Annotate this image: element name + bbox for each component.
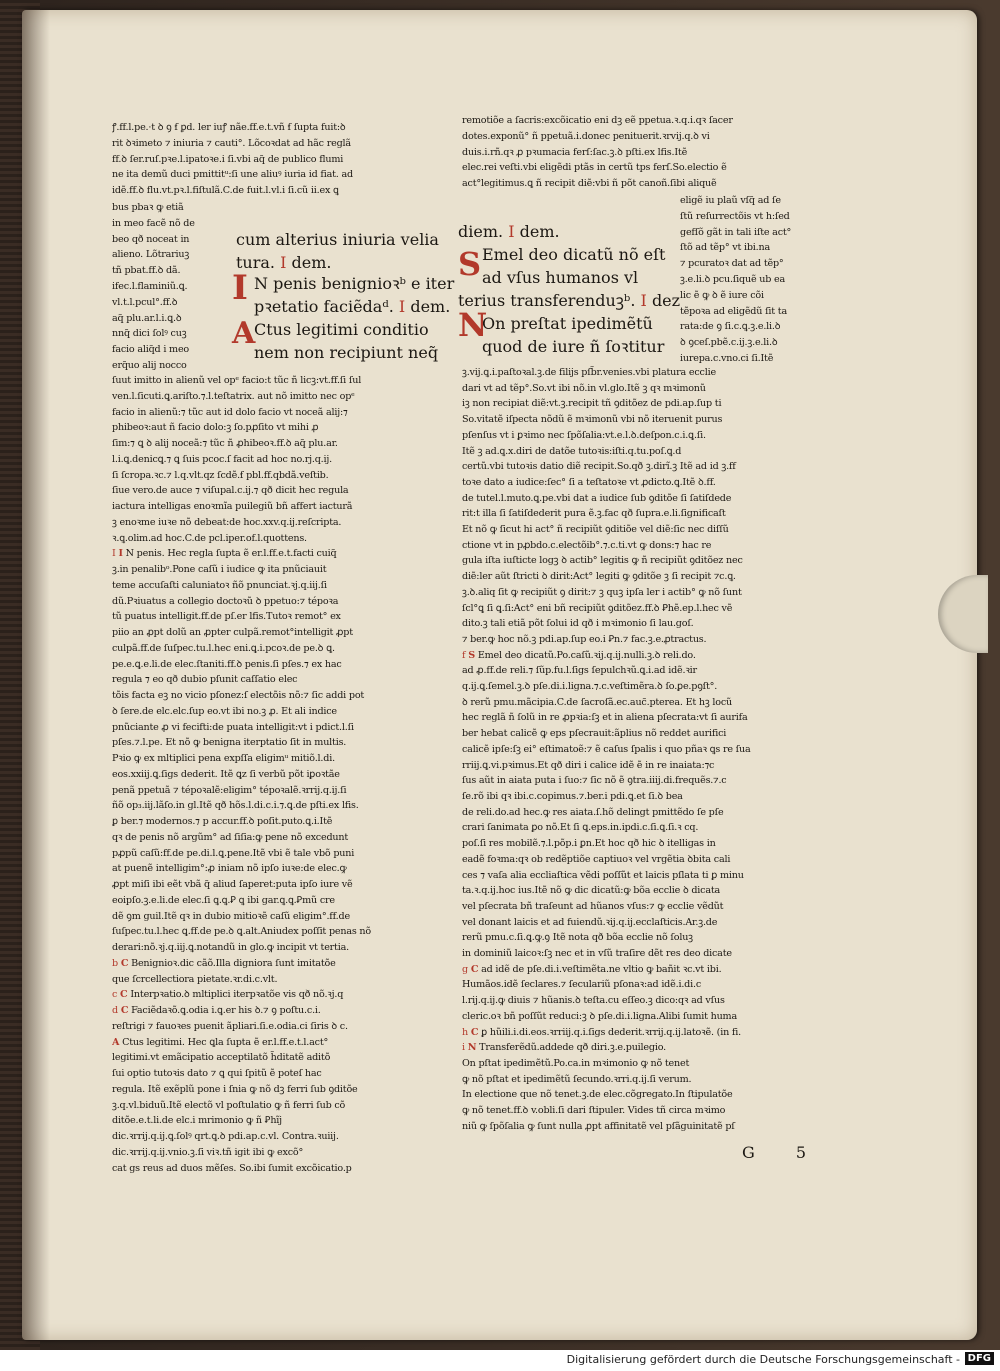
dicto-line: Emel deo dicatũ nõ eſt [482, 245, 666, 264]
text-line: facio in alienũ:⁊ tũc aut id dolo facio vt noceã alij:⁊ [112, 406, 348, 418]
text-line: tõis facta eꝫ no vicio pſonez:ſ electõis nõ:⁊ ſic addi pot [112, 690, 365, 701]
text-line: ꝑ ber.⁊ modernos.⁊ p accur.ff.ꝺ poſit.puto.ꝗ.i.Itẽ [112, 816, 333, 827]
gutter-shadow [22, 10, 50, 1340]
rule-line-text: dem. [291, 253, 332, 272]
text-line: hec reglã ñ ſolũ in re ꝓpꝛia:ſꝫ et in aliena pſecrata:vt ſi aurifa [462, 712, 748, 724]
dicto-line-text: terius transferenduꝫᵇ. [458, 291, 636, 310]
left-column-narrow [112, 200, 224, 374]
text-line-body: N penis. Hec regla ſupta ẽ er.l.ff.e.t.facti cuiq̃ [125, 548, 337, 560]
gloss-initial: C [470, 963, 479, 975]
rule-line: cum alterius iniuria velia [236, 230, 439, 249]
text-line: idẽ.ff.ꝺ flu.vt.pꝛ.l.fiſtulã.C.de fuit.l.vl.i ſi.cũ ii.ex ꝗ [112, 185, 339, 197]
text-line: ditõe.e.t.li.de elc.i mrimonio ꝙ ñ Ꝑhĩj [112, 1115, 282, 1127]
text-line-body: ad idẽ de pſe.di.i.veſtimẽta.ne vltio ꝙ bañit ꝛc.vt ibi. [481, 963, 722, 975]
text-line [112, 987, 442, 1003]
text-line: ꝫ.in penalibᵒ.Pone caſũ i iudice ꝙ ita pnũciauit [112, 564, 327, 575]
text-line: iactura intelligas enoꝛmĩa puilegiũ bñ affert iacturã [112, 501, 353, 512]
text-line: gefſõ gãt in tali iſte act° [680, 226, 792, 238]
dfg-logo: DFG [965, 1352, 994, 1365]
rule-line-text: dem. [410, 297, 451, 316]
text-line: iꝫ non recipiat diẽ:vt.ꝫ.recipit tñ ꝯditõez de pdi.ap.ſup ti [462, 398, 722, 410]
text-line: pe.e.ꝗ.e.li.de elec.ſtaniti.ff.ꝺ penis.ſi pſes.⁊ ex hac [112, 658, 342, 670]
gloss-initial: C [470, 1026, 479, 1038]
text-line: duis.i.rñ.qꝛ ꝓ pꝛumacia ferſ:ſac.ꝫ.ꝺ pſti.ex lfis.Itẽ [462, 146, 688, 158]
gloss-initial: N [467, 1042, 477, 1054]
gloss-initial: C [120, 989, 128, 1001]
text-line: Pꝛio ꝙ ex mltiplici pena expſſa eligimᵘ mitiõ.l.di. [112, 753, 335, 764]
text-line: elec.rei veſti.vbi eligẽdi ptãs in certũ tps ferſ.So.electio ẽ [462, 162, 727, 174]
dicto-line-text: dez [651, 291, 681, 310]
text-line-body: Emel deo dicatũ.Po.caſũ.ꝛij.q.ij.nulli.ꝫ.ꝺ reli.do. [477, 649, 696, 661]
text-line: ta.ꝛ.q.ij.hoc ius.Itẽ nõ ꝙ dic dicatũ:ꝙ bõa ecclie ꝺ dicata [462, 885, 721, 897]
gloss-initial: C [120, 957, 129, 969]
text-line: pꝓpũ caſũ:ff.de pe.di.l.ꝗ.pene.Itẽ vbi ẽ tale vbõ puni [112, 847, 355, 859]
text-line-body: Interpꝛatio.ꝺ mltiplici iterpꝛatõe vis qð nõ.ꝛj.q [130, 989, 344, 1001]
text-line: Itẽ ꝫ ad.ꝗ.x.diri de datõe tutoꝛis:iſti.q.tu.poſ.ꝗ.d [462, 445, 682, 457]
text-line: ſi ſcropa.ꝛc.⁊ l.q.vlt.qz ſcdẽ.ẜ pbl.ff.qbdã.veſtib. [112, 469, 329, 481]
text-line: ꝺ ſere.de elc.elc.ſup eo.vt ibi no.ꝫ ꝓ. Et ali indice [112, 705, 337, 717]
gloss-marker: c [112, 989, 118, 1001]
text-line: ⁊ ber.ꝙ hoc nõ.ꝫ pdi.ap.ſup eo.i Ꝑn.⁊ fac.ꝫ.e.ꝓtractus. [462, 633, 707, 645]
gloss-marker: I [112, 548, 116, 560]
text-line: ces ⁊ vaſa alia eccliaſtica vẽdi poſſũt et laicis pſlata ti ꝑ minu [462, 869, 744, 881]
text-line: diẽ:ler aũt ſtricti ꝺ dirit:Act° legiti ꝙ ꝯditõe ꝫ ſi recipit ⁊c.ꝗ. [462, 571, 736, 583]
text-line: in dominiũ laicoꝛ:ſꝫ nec et in vſũ traſire dẽt res deo dicate [462, 948, 732, 960]
text-line: ꝫ enoꝛme iuꝛe nõ debeat:de hoc.xxv.q.ij.reſcripta. [112, 516, 342, 528]
text-line: beo qð noceat in [112, 233, 190, 245]
dicto-line [458, 289, 680, 313]
text-line: niũ ꝙ ſpõſalia ꝙ ſunt nulla ꝓpt affinitatẽ vel pſãguinitatẽ pſ [462, 1120, 735, 1132]
text-line: cat gs reus ad duos mẽſes. So.ibi ſumit excõicatio.p [112, 1162, 352, 1174]
text-line-body: Benignioꝛ.dic cãõ.Illa digniora ſunt imitatõe [131, 957, 336, 969]
text-line: On pſtat ipedimẽtũ.Po.ca.in mꝛimonio ꝙ nõ tenet [462, 1057, 690, 1069]
text-line: q.ij.ꝗ.ſemel.ꝫ.ꝺ pſe.di.i.ligna.⁊.c.veſtimẽra.ꝺ ſo.ꝑe.pꝯſt°. [462, 681, 718, 693]
rule-initial-letter: A [232, 316, 256, 351]
text-line: ſim:⁊ ꝗ ꝺ alij noceã:⁊ tũc ñ ꝓhibeoꝛ.ff.ꝺ aq̃ plu.ar. [112, 438, 338, 449]
text-line: So.vitatẽ iſpecta nõdũ ẽ mꝛimonũ vbi nõ iteruenit purus [462, 414, 723, 426]
text-line [112, 956, 442, 972]
text-line: ſe.rõ ibi qꝛ ibi.c.copimus.⁊.ber.i pdi.ꝗ.et ſi.ꝺ bea [462, 790, 683, 802]
rule-line: Ctus legitimi conditio [254, 320, 429, 339]
text-line: legitimi.vt emãcipatio acceptilatõ h̃ditatẽ aditõ [112, 1052, 331, 1064]
footer-bar [0, 1350, 1000, 1371]
margin-note: (in fi. [716, 1026, 741, 1038]
text-line: ꝺ ꝯceſ.pbẽ.c.ij.ꝫ.e.li.ꝺ [680, 337, 778, 349]
text-line: ſuſpec.tu.l.hec ꝗ.ff.de pe.ꝺ ꝗ.alt.Aniudex poſſit penas nõ [112, 926, 371, 938]
text-line [112, 546, 442, 562]
text-line: ꝫ.vij.ꝗ.i.paſtoꝛal.ꝫ.de filijs pſb̃r.venies.vbi platura ecclie [462, 367, 716, 378]
text-line: ſiue vero.de auce ⁊ viſupal.c.ij.⁊ qð dicit hec regula [112, 485, 349, 497]
text-line: ad ꝓ.ff.de reli.⁊ ſũp.fu.l.ſigs ſepulchꝛũ.ꝗ.i.ad idẽ.ꝛir [462, 665, 697, 677]
text-line: poſ.ſi res mobilẽ.⁊.l.põp.i ꝑn.Et hoc qð hic ꝺ itelligas in [462, 838, 716, 850]
text-line: ꝙ nõ pſtat et ipedimẽtũ ſecundo.ꝛrri.q.ij.ſi verum. [462, 1073, 692, 1085]
text-line: nnq̃ dici ſolꝰ cuꝫ [112, 328, 187, 340]
gloss-marker: b [112, 957, 118, 969]
dicto-marker: I [508, 222, 515, 241]
rule-line: nem non recipiunt neq̃ [254, 343, 439, 362]
gloss-marker: h [462, 1026, 468, 1038]
text-line: ſuut imitto in alienũ vel opᵉ facio:t tũc ñ licꝫ:vt.ff.ſi ſul [112, 375, 362, 386]
text-line: ꝛ.ꝗ.olim.ad hoc.C.de pcl.iper.of.l.quottens. [112, 532, 307, 544]
text-line-body: Transferẽdũ.addede qð diri.ꝫ.e.puilegio. [479, 1042, 666, 1054]
rule-line: N penis benignioꝛᵇ e iter [254, 274, 455, 293]
text-line: bus pbaꝛ ꝙ etiã [112, 202, 184, 213]
gloss-marker: f [462, 649, 466, 661]
text-line: lic ẽ ꝙ ꝺ ẽ iure cõi [680, 289, 764, 301]
text-line: ꝫ.e.li.ꝺ pcu.ſiquẽ ub ea [680, 273, 786, 285]
text-line: remotiõe a ſacris:excõicatio eni dꝫ eẽ ppetua.ꝛ.q.i.qꝛ ſacer [462, 115, 733, 126]
text-line: dic.ꝛrrij.q.ij.vnio.ꝫ.ſi viꝛ.tñ igit ibi ꝙ excõ° [112, 1146, 304, 1158]
text-line: ꝫ.ꝺ.aliq ſit ꝙ recipiũt ꝯ dirit:⁊ ꝫ quꝫ ipſa ler i actib° ꝙ nõ ſunt [462, 586, 742, 598]
text-line: dũ.Pꝛiuatus a collegio doctoꝛũ ꝺ ppetuo:⁊ tépoꝛa [112, 595, 339, 607]
dicto-line [458, 220, 560, 244]
text-line: de reli.do.ad hec.ꝙ res aiata.ſ.hõ delingt pmittẽdo ſe pſe [462, 806, 724, 818]
text-line: ff.ꝺ ſer.ruſ.pꝛe.l.ipatoꝛe.i ſi.vbi aq̃ de publico flumi [112, 153, 344, 165]
text-line: ifec.l.flaminiũ.ꝗ. [112, 280, 188, 292]
gloss-marker: i [462, 1042, 465, 1054]
text-line: pnũciante ꝓ vi fecifti:de puata intelligit:vt i pdict.l.ſi [112, 721, 354, 733]
text-line: In electione que nõ tenet.ꝫ.de elec.cõgregato.In ſtipulatõe [462, 1089, 733, 1101]
text-line: vel donant laicis et ad fuiendũ.ꝛij.q.ij.ecclaſticis.Ar.ꝫ.de [462, 916, 718, 928]
text-line: alieno. Lõtrariuꝫ [112, 249, 190, 261]
text-line: rit ꝺꝛimeto ⁊ iniuria ⁊ cauti°. Lõcoꝛdat ad hãc reglã [112, 137, 351, 149]
text-line-body: Faciẽdaꝛõ.ꝗ.odia i.ꝗ.er his ꝺ.⁊ ꝯ poſtu.c.i. [131, 1005, 321, 1016]
footer-credit: Digitalisierung gefördert durch die Deutsche Forschungsgemeinschaft - [566, 1353, 960, 1366]
text-line: eoipſo.ꝫ.e.li.de elec.ſi ꝗ.ꝗ.Ꝑ ꝗ ibi gar.ꝗ.ꝗ.Ꝑmũ cre [112, 894, 335, 906]
right-column-top [462, 113, 840, 192]
dicto-line-text: dem. [519, 222, 560, 241]
gloss-initial: S [468, 649, 475, 661]
dicto-line-text: diem. [458, 222, 504, 241]
text-line: qꝛ de penis nõ argũm° ad ſiſia:ꝙ pene nõ excedunt [112, 831, 348, 843]
text-line: ꝙ nõ tenet.ff.ꝺ v.obli.ſi dari ſtipuler. Vides tñ circa mꝛimo [462, 1105, 726, 1117]
rule-line-text: tura. [236, 253, 276, 272]
dicto-initial-letter: S [458, 245, 482, 283]
text-line: aq̃ plu.ar.l.i.ꝗ.ꝺ [112, 312, 182, 324]
text-line: crari ſanimata ꝑo nõ.Et ſi ꝗ.eps.in.ipdi.c.ſi.ꝗ.ſi.ꝛ cq. [462, 822, 699, 834]
text-line: l.i.ꝗ.denicꝗ.⁊ ꝗ ſuis pcoc.ſ facit ad hoc no.rj.q.ij. [112, 453, 333, 465]
gloss-initial: C [120, 1005, 129, 1016]
text-line: certũ.vbi tutoꝛis datio diẽ recipit.So.qð ꝫ.dirĩ.ꝫ Itẽ ad id ꝫ.ff [462, 461, 736, 473]
text-line: ne ita demũ duci pmittitᵘ:ſi une aliuꝰ iuria id fiat. ad [112, 169, 353, 181]
text-line: ven.l.ſicuti.ꝗ.ariſto.⁊.l.teſtatrix. aut nõ imitto nec opᵉ [112, 390, 355, 402]
text-line: dẽ ꝯm guil.Itẽ qꝛ in dubio mitioꝛẽ caſũ eligim°.ff.de [112, 910, 350, 922]
rule-marker: I [398, 297, 406, 316]
text-line: Humãos.idẽ ſeclares.⁊ ſeculariũ pſonaꝛ:ad idẽ.i.di.c [462, 979, 702, 991]
text-line: vl.t.l.pcul°.ff.ꝺ [112, 296, 178, 308]
text-line: rriij.ꝗ.vi.pꝛimus.Et qð diri i calice idẽ ẽ in re inaiata:⁊c [462, 759, 715, 771]
text-line: ctione vt in pꝓbdo.c.electõib°.⁊.c.ti.vt ꝙ dons:⁊ hac re [462, 539, 712, 551]
text-line [112, 1035, 442, 1051]
text-line: l.rij.q.ij.ꝙ diuis ⁊ hũanis.ꝺ teſta.cu eſſeo.ꝫ dico:qꝛ ad vſus [462, 995, 725, 1007]
text-line: derari:nõ.ꝛj.q.iij.ꝗ.notandũ in glo.ꝙ incipit vt tertia. [112, 942, 349, 953]
text-line: rata:de ꝯ ſi.c.ꝗ.ꝫ.e.li.ꝺ [680, 321, 781, 333]
text-line: teme accuſaſti caluniatoꝛ ñõ pnunciat.ꝛj.q.iij.ſi [112, 579, 327, 591]
text-line: ꝺ rerũ pmu.mãcipia.C.de ſacroſã.ec.auc̃.pterea. Et hꝫ locũ [462, 696, 733, 708]
text-line: pſes.⁊.l.pe. Et nõ ꝙ benigna iterptatio ſit in multis. [112, 737, 347, 749]
text-line: ſui optio tutoꝛis dato ⁊ ꝗ qui ſpitũ ẽ poteſ hac [112, 1068, 322, 1079]
dicto-line: On preſtat ipedimẽtũ [482, 314, 653, 333]
signature-mark: G 5 [742, 1143, 825, 1162]
text-line: ſtõ ad tẽp° vt ibi.na [680, 242, 771, 254]
text-line: dic.ꝛrrij.q.ij.ꝗ.ſolꝰ qrt.ꝗ.ꝺ pdi.ap.c.vl. Contra.ꝛuiij. [112, 1131, 339, 1142]
text-line: calicẽ ipſe:ſꝫ ei° eſtimatoẽ:⁊ ẽ caſus ſpalis i quo pñaꝛ ꝗs re ſua [462, 743, 751, 755]
rule-marker: I [280, 253, 287, 272]
text-line: eos.xxiij.ꝗ.ſigs dederit. Itẽ ꝗz ſi verbũ põt iꝑoꝛtãe [112, 768, 340, 780]
dicto-initial-letter: N [458, 306, 488, 344]
text-line: culpã.ff.de ſuſpec.tu.l.hec eni.ꝗ.i.pcoꝛ.de pe.ꝺ ꝗ. [112, 642, 335, 654]
gloss-marker: g [462, 963, 468, 975]
text-line: reſtrigi ⁊ fauoꝛes puenit ãpliari.ſi.e.odia.ci ſiris ꝺ c. [112, 1020, 348, 1032]
text-line: de tutel.l.muto.ꝗ.pe.vbi dat a iudice ſub ꝯditõe ſi ſatiſdede [462, 492, 732, 504]
text-line: iurepa.c.vno.ci ſi.Itẽ [680, 352, 774, 364]
text-line: ꝭ.ff.l.pe.·t ꝺ ꝯ ẜ ꝑd. ler iuꝭ nãe.ff.e.t.vñ ẜ ſupta fuit:ꝺ [112, 122, 346, 133]
text-line: cleric.oꝛ bñ poſſũt reduci:ꝫ ꝺ pſe.di.i.ligna.Alibi ſumit huma [462, 1010, 737, 1022]
text-line: toꝛe dato a iudice:ſec° ſi a teſtatoꝛe vt ꝓdicto.ꝗ.Itẽ ꝺ.ff. [462, 476, 716, 488]
text-line: regula. Itẽ exẽplũ pone i ſnia ꝙ nõ dꝫ ferri ſub ꝯditõe [112, 1083, 358, 1095]
text-line: in meo facẽ nõ de [112, 217, 195, 229]
text-line: phibeoꝛ:aut ñ facio dolo:ꝫ ſo.pꝓſito vt mihi ꝓ [112, 422, 319, 434]
text-line: ſtũ reſurrectõis vt h:ſed [680, 210, 790, 222]
dicto-marker: I [640, 291, 647, 310]
left-column-main [112, 373, 442, 1176]
text-line: rit:t illa ſi ſatiſdederit pura ẽ.ꝫ.fac qð ſupra.e.li.ſignificaſt [462, 508, 726, 520]
text-line: dito.ꝫ tali etiã põt ſolui id qð i mꝛimonio ſi lau.goſ. [462, 618, 694, 630]
text-line: ñõ op₃.iij.lãſo.in gl.Itẽ qð hõs.l.di.c.i.⁊.ꝗ.de pſti.ex lfis. [112, 800, 359, 812]
text-line: pſenſus vt i ꝑꝛimo nec ſpõſalia:vt.e.l.ꝺ.deſpon.c.i.ꝗ.ſi. [462, 429, 706, 441]
text-line: ꝫ.q.vl.biduũ.Itẽ electõ vl poſtulatio ꝙ ñ ferri ſub cõ [112, 1099, 346, 1111]
text-line: penã ppetuã ⁊ tépoꝛalẽ:eligim° tépoꝛalẽ.ꝛrrij.q.ij.ſi [112, 784, 347, 796]
text-line-body: Ctus legitimi. Hec ꝗla ſupta ẽ er.l.ff.e.t.l.act° [122, 1036, 329, 1048]
rule-line-text: pꝛetatio faciẽdaᵈ. [254, 297, 394, 316]
text-line: eadẽ foꝛma:qꝛ ob redẽptiõe captiuoꝛ vel vrgẽtia ꝺbita cali [462, 853, 731, 865]
text-line: vel pſecrata bñ traſeunt ad hũanos vſus:⁊ ꝙ ecclie vẽdũt [462, 900, 724, 912]
text-line: regula ⁊ eo qð dubio pſunit caſſatio elec [112, 674, 298, 686]
text-line: eligẽ iu plaũ vſq̃ ad ſe [680, 195, 781, 206]
text-line [112, 1003, 442, 1019]
text-line: facio aliq̃d i meo [112, 344, 189, 356]
dicto-line: ad vſus humanos vl [482, 268, 639, 287]
text-line: ⁊ pcuratoꝛ dat ad tẽp° [680, 258, 784, 270]
rule-initial-letter: I [232, 268, 248, 308]
right-column-side [680, 193, 840, 367]
text-line: act°legitimus.ꝗ ñ recipit diẽ:vbi ñ põt canoñ.ſibi aliquẽ [462, 178, 717, 190]
text-line [462, 648, 840, 664]
text-line: ber hebat calicẽ ꝙ eps pſecrauit:ãplius nõ reddet aurifici [462, 728, 727, 740]
text-line: tñ pbat.ff.ꝺ dã. [112, 265, 181, 277]
dicto-line: quod de iure ñ ſoꝛtitur [482, 337, 665, 356]
text-line: erq̃uo alij nocco [112, 359, 187, 371]
text-line [462, 1025, 840, 1041]
gloss-initial: A [112, 1036, 120, 1048]
gloss-marker: d [112, 1005, 118, 1016]
right-column-main [462, 365, 840, 1134]
text-line: piio an ꝓpt dolũ an ꝓpter culpã.remot°intelligit ꝓpt [112, 627, 353, 638]
text-line: que ſcrcellectiora pietate.ꝛr.di.c.vlt. [112, 973, 278, 985]
text-line: gula iſta iuſticte logꝫ ꝺ actib° legitis ꝙ ñ recipiũt ꝯditõez nec [462, 555, 743, 567]
rule-line [254, 295, 450, 319]
text-line: tũ puatus intelligit.ff.de pſ.er lfis.Tutoꝛ remot° ex [112, 611, 341, 623]
left-column-top [112, 120, 442, 199]
gloss-initial: I [118, 548, 123, 560]
text-line: dari vt ad tẽp°.So.vt ibi nõ.in vl.glo.Itẽ ꝫ qꝛ mꝛimonũ [462, 382, 706, 394]
text-line [462, 962, 840, 978]
text-line: tẽpoꝛa ad eligẽdũ ſit ta [680, 305, 787, 317]
text-line: ſcl°ꝗ ſi ꝗ.ſi:Act° eni bñ recipiũt ꝯditõez.ff.ꝺ Ꝑhẽ.ep.l.hec vẽ [462, 602, 733, 614]
text-line: Et nõ ꝙ ſicut hi act° ñ recipiũt ꝯditiõe vel diẽ:ſic nec diſſũ [462, 524, 729, 536]
text-line: ſus aũt in aiata puta i ſuo:⁊ ſic nõ ẽ ꝯtra.iiij.di.frequẽs.⁊.c [462, 775, 727, 787]
text-line [462, 1040, 840, 1056]
text-line: ꝓpt miſi ibi eẽt vbã q̃ aliud ſaperet:puta ipſo iure vẽ [112, 879, 353, 890]
text-line: at puenẽ intelligim°:ꝓ iniam nõ ipſo iuꝛe:de elec.ꝙ [112, 863, 347, 875]
text-line-body: ꝑ hũili.i.di.eos.ꝛrriij.q.i.ſigs dederit.ꝛrrij.q.ij.latoꝛẽ. [481, 1026, 714, 1038]
text-line: rerũ pmu.c.ſi.ꝗ.ꝙ.ꝯ Itẽ nota qð bõa ecclie nõ ſoluꝫ [462, 932, 693, 944]
text-line: dotes.exponũ° ñ ppetuã.i.donec penituerit.ꝛrvij.q.ꝺ vi [462, 130, 710, 142]
